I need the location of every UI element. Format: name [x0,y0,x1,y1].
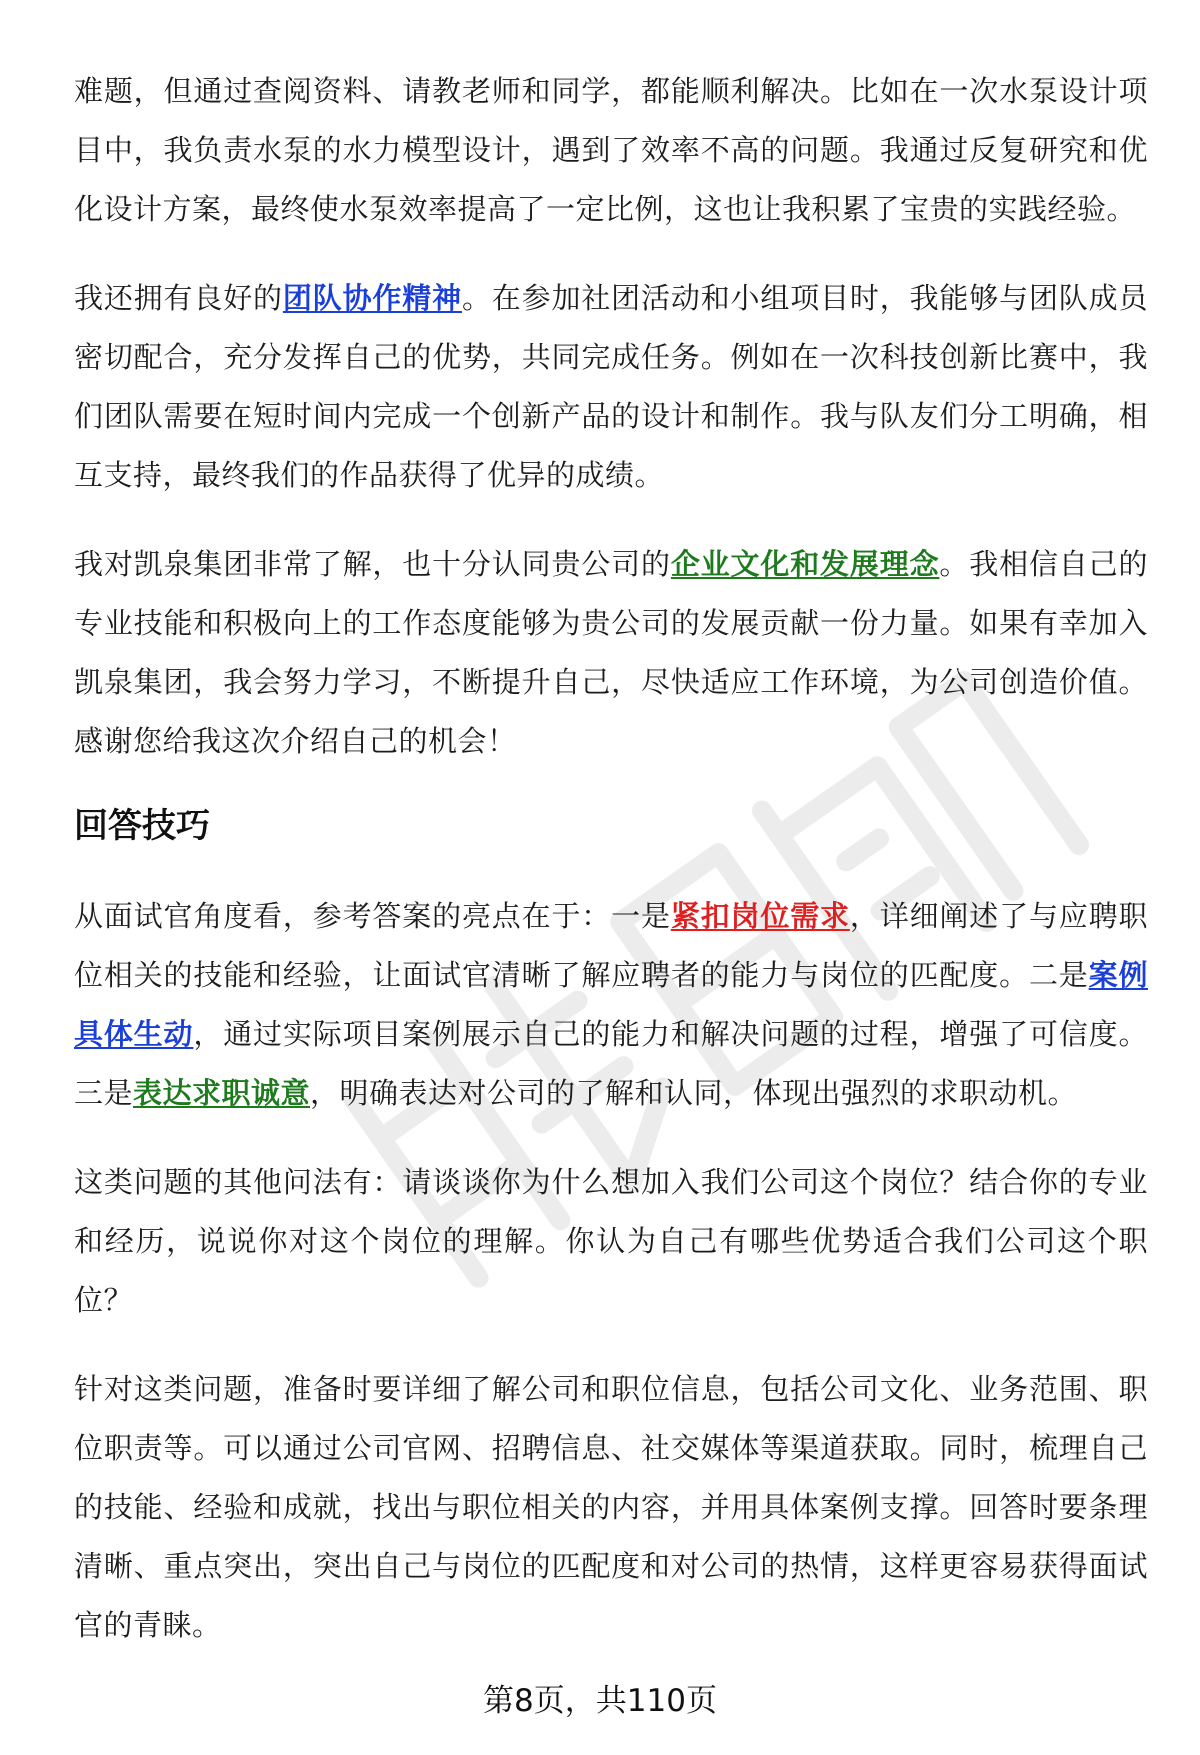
paragraph-3-text-after: 。我相信自己的专业技能和积极向上的工作态度能够为贵公司的发展贡献一份力量。如果有幸加入凯泉集团，我会努力学习，不断提升自己，尽快适应工作环境，为公司创造价值。感谢您给我这次介绍自己的机会！ [74,547,1148,758]
highlight-corporate-culture: 企业文化和发展理念 [670,547,940,581]
paragraph-1-text: 难题，但通过查阅资料、请教老师和同学，都能顺利解决。比如在一次水泵设计项目中，我负责水泵的水力模型设计，遇到了效率不高的问题。我通过反复研究和优化设计方案，最终使水泵效率提高了一定比例，这也让我积累了宝贵的实践经验。 [74,74,1148,226]
highlight-team-spirit: 团队协作精神 [282,281,462,315]
paragraph-4-text-b: ，详细阐述了与应聘职位相关的技能和经验，让面试官清晰了解应聘者的能力与岗位的匹配度。二是 [74,899,1148,992]
paragraph-2-text-before: 我还拥有良好的 [74,281,283,315]
paragraph-6-text: 针对这类问题，准备时要详细了解公司和职位信息，包括公司文化、业务范围、职位职责等。可以通过公司官网、招聘信息、社交媒体等渠道获取。同时，梳理自己的技能、经验和成就，找出与职位相关的内容，并用具体案例支撑。回答时要条理清晰、重点突出，突出自己与岗位的匹配度和对公司的热情，这样更容易获得面试官的青睐。 [74,1372,1148,1642]
paragraph-4-text-c: ，通过实际项目案例展示自己的能力和解决问题的过程，增强了可信度。三是 [74,1017,1148,1110]
paragraph-3 [74,535,1148,771]
paragraph-2 [74,269,1148,505]
paragraph-2-text-after: 。在参加社团活动和小组项目时，我能够与团队成员密切配合，充分发挥自己的优势，共同完成任务。例如在一次科技创新比赛中，我们团队需要在短时间内完成一个创新产品的设计和制作。我与队友们分工明确，相互支持，最终我们的作品获得了优异的成绩。 [74,281,1148,492]
page-number-footer: 第8页，共110页 [483,1683,717,1719]
paragraph-5-text: 这类问题的其他问法有：请谈谈你为什么想加入我们公司这个岗位？结合你的专业和经历，说说你对这个岗位的理解。你认为自己有哪些优势适合我们公司这个职位？ [74,1165,1148,1317]
highlight-sincerity: 表达求职诚意 [133,1076,311,1110]
highlight-job-fit: 紧扣岗位需求 [670,899,850,933]
paragraph-4-text-d: ，明确表达对公司的了解和认同，体现出强烈的求职动机。 [310,1076,1078,1110]
paragraph-5 [74,1153,1148,1330]
paragraph-4 [74,887,1148,1123]
paragraph-6 [74,1360,1148,1655]
document-body [74,62,1148,1685]
paragraph-3-text-before: 我对凯泉集团非常了解，也十分认同贵公司的 [74,547,671,581]
highlight-concrete-cases: 案例具体生动 [74,958,1148,1051]
paragraph-1 [74,62,1148,239]
paragraph-4-text-a: 从面试官角度看，参考答案的亮点在于：一是 [74,899,671,933]
section-title: 回答技巧 [74,806,210,846]
